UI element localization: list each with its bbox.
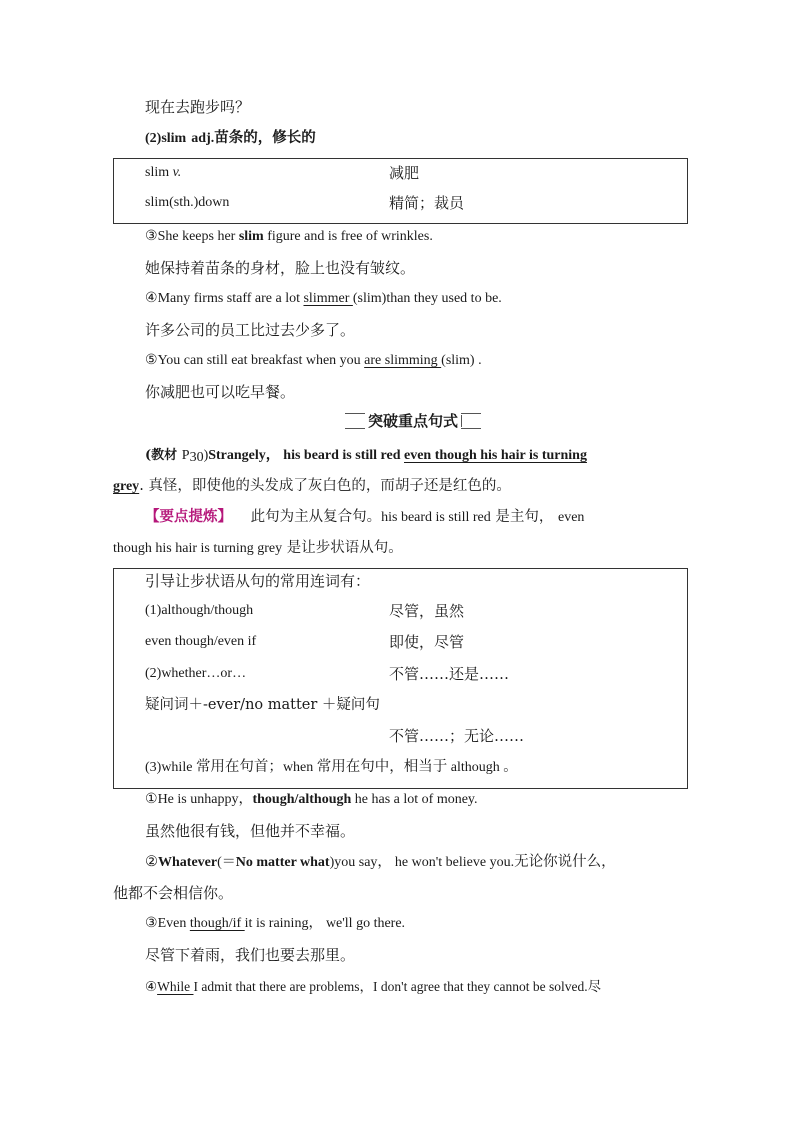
concession-row-while: (3)while 常用在句首；when 常用在句中，相当于 although 。	[145, 759, 518, 775]
slim-table-row-1-en: slim v.	[145, 165, 182, 180]
concession-row-4-left: 疑问词＋-ever/no matter ＋疑问句	[145, 697, 380, 713]
concession-row-5-right: 不管……；无论……	[389, 727, 525, 745]
concession-box-title: 引导让步状语从句的常用连词有：	[145, 572, 371, 590]
concession-row-1-left: (1)although/though	[145, 603, 254, 618]
slim-table-row-2-en: slim(sth.)down	[145, 195, 230, 210]
concession-row-1-right: 尽管，虽然	[389, 602, 465, 620]
key-points-line-1: 【要点提炼】 此句为主从复合句。his beard is still red 是主句， even	[145, 508, 585, 525]
concession-example-1-cn: 虽然他很有钱，但他并不幸福。	[145, 822, 356, 840]
slim-table-row-1-cn: 减肥	[389, 164, 420, 182]
slim-table-row-2-cn: 精简；裁员	[389, 194, 465, 212]
concession-example-4: ④While I admit that there are problems，I don't agree that they cannot be solved.尽	[145, 979, 602, 995]
concession-row-2-left: even though/even if	[145, 634, 257, 649]
slim-example-5: ⑤You can still eat breakfast when you are slimming (slim) .	[145, 353, 482, 368]
slim-header: (2)slim adj.苗条的，修长的	[145, 129, 316, 146]
key-points-label: 【要点提炼】	[145, 508, 232, 525]
slim-example-3-cn: 她保持着苗条的身材，脸上也没有皱纹。	[145, 259, 416, 277]
concession-example-3: ③Even though/if it is raining， we'll go there.	[145, 916, 406, 931]
section-heading	[345, 411, 481, 431]
section-heading-label: 突破重点句式	[365, 411, 461, 431]
key-sentence-line-1: (教材 P30)Strangely， his beard is still red even though his hair is turning	[145, 448, 587, 465]
slim-example-4: ④Many firms staff are a lot slimmer (slim)than they used to be.	[145, 291, 502, 306]
key-sentence-line-2: grey. 真怪，即使他的头发成了灰白色的，而胡子还是红色的。	[113, 478, 511, 494]
concession-row-3-left: (2)whether…or…	[145, 666, 247, 681]
concession-row-3-right: 不管……还是……	[389, 665, 510, 683]
concession-example-3-cn: 尽管下着雨，我们也要去那里。	[145, 946, 356, 964]
concession-example-1: ①He is unhappy，though/although he has a lot of money.	[145, 792, 478, 807]
slim-example-3: ③She keeps her slim figure and is free of wrinkles.	[145, 229, 433, 244]
concession-example-2-cn: 他都不会相信你。	[113, 884, 234, 902]
slim-example-5-cn: 你减肥也可以吃早餐。	[145, 383, 296, 401]
intro-line: 现在去跑步吗？	[145, 98, 251, 116]
concession-example-2: ②Whatever(＝No matter what)you say， he won't believe you.无论你说什么，	[145, 854, 616, 870]
key-points-line-2: though his hair is turning grey 是让步状语从句。	[113, 540, 403, 556]
slim-example-4-cn: 许多公司的员工比过去少多了。	[145, 321, 356, 339]
concession-row-2-right: 即使，尽管	[389, 633, 465, 651]
